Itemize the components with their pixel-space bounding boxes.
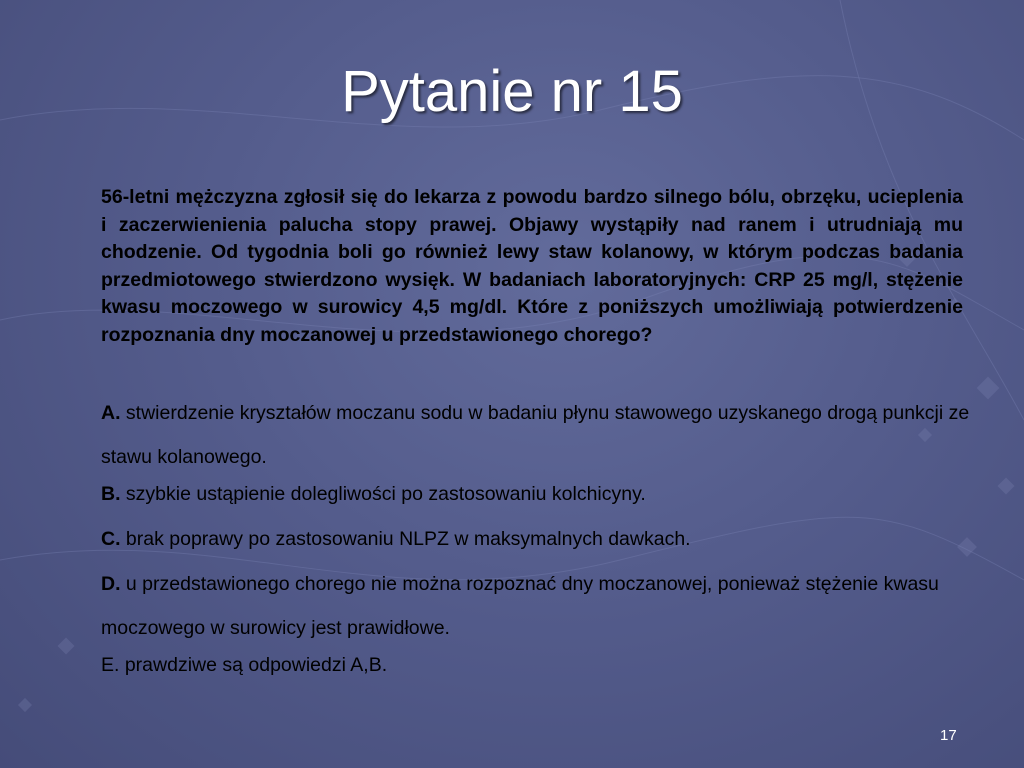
answer-e-text: E. prawdziwe są odpowiedzi A,B. xyxy=(101,654,388,676)
answer-b-text: szybkie ustąpienie dolegliwości po zastosowaniu kolchicyny. xyxy=(125,483,646,505)
answer-c-text: brak poprawy po zastosowaniu NLPZ w maksymalnych dawkach. xyxy=(125,528,691,550)
answer-b-letter: B. xyxy=(101,483,121,505)
answer-a xyxy=(101,391,981,479)
answer-d-letter: D. xyxy=(101,573,121,595)
page-number: 17 xyxy=(940,727,957,744)
answer-b xyxy=(101,480,981,508)
answer-a-text: stwierdzenie kryształów moczanu sodu w badaniu płynu stawowego uzyskanego drogą punkcji ze stawu kolanowego. xyxy=(101,402,970,468)
slide-title: Pytanie nr 15 xyxy=(341,59,683,124)
answer-d-text: u przedstawionego chorego nie można rozpoznać dny moczanowej, ponieważ stężenie kwasu moczowego w surowicy jest prawidłowe. xyxy=(101,573,939,639)
answer-c-letter: C. xyxy=(101,528,121,550)
question-text: 56-letni mężczyzna zgłosił się do lekarza z powodu bardzo silnego bólu, obrzęku, ucieplenia i zaczerwienienia palucha stopy prawej. Objawy wystąpiły nad ranem i utrudniają mu chodzenie. Od tygodnia boli go również lewy staw kolanowy, w którym podczas badania przedmiotowego stwierdzono wysięk. W badaniach laboratoryjnych: CRP 25 mg/l, stężenie kwasu moczowego w surowicy 4,5 mg/dl. Które z poniższych umożliwiają potwierdzenie rozpoznania dny moczanowej u przedstawionego chorego? xyxy=(101,186,963,346)
answer-list xyxy=(101,399,981,696)
answer-e xyxy=(101,651,981,679)
answer-c xyxy=(101,525,981,553)
answer-a-letter: A. xyxy=(101,402,121,424)
answer-d xyxy=(101,562,981,650)
